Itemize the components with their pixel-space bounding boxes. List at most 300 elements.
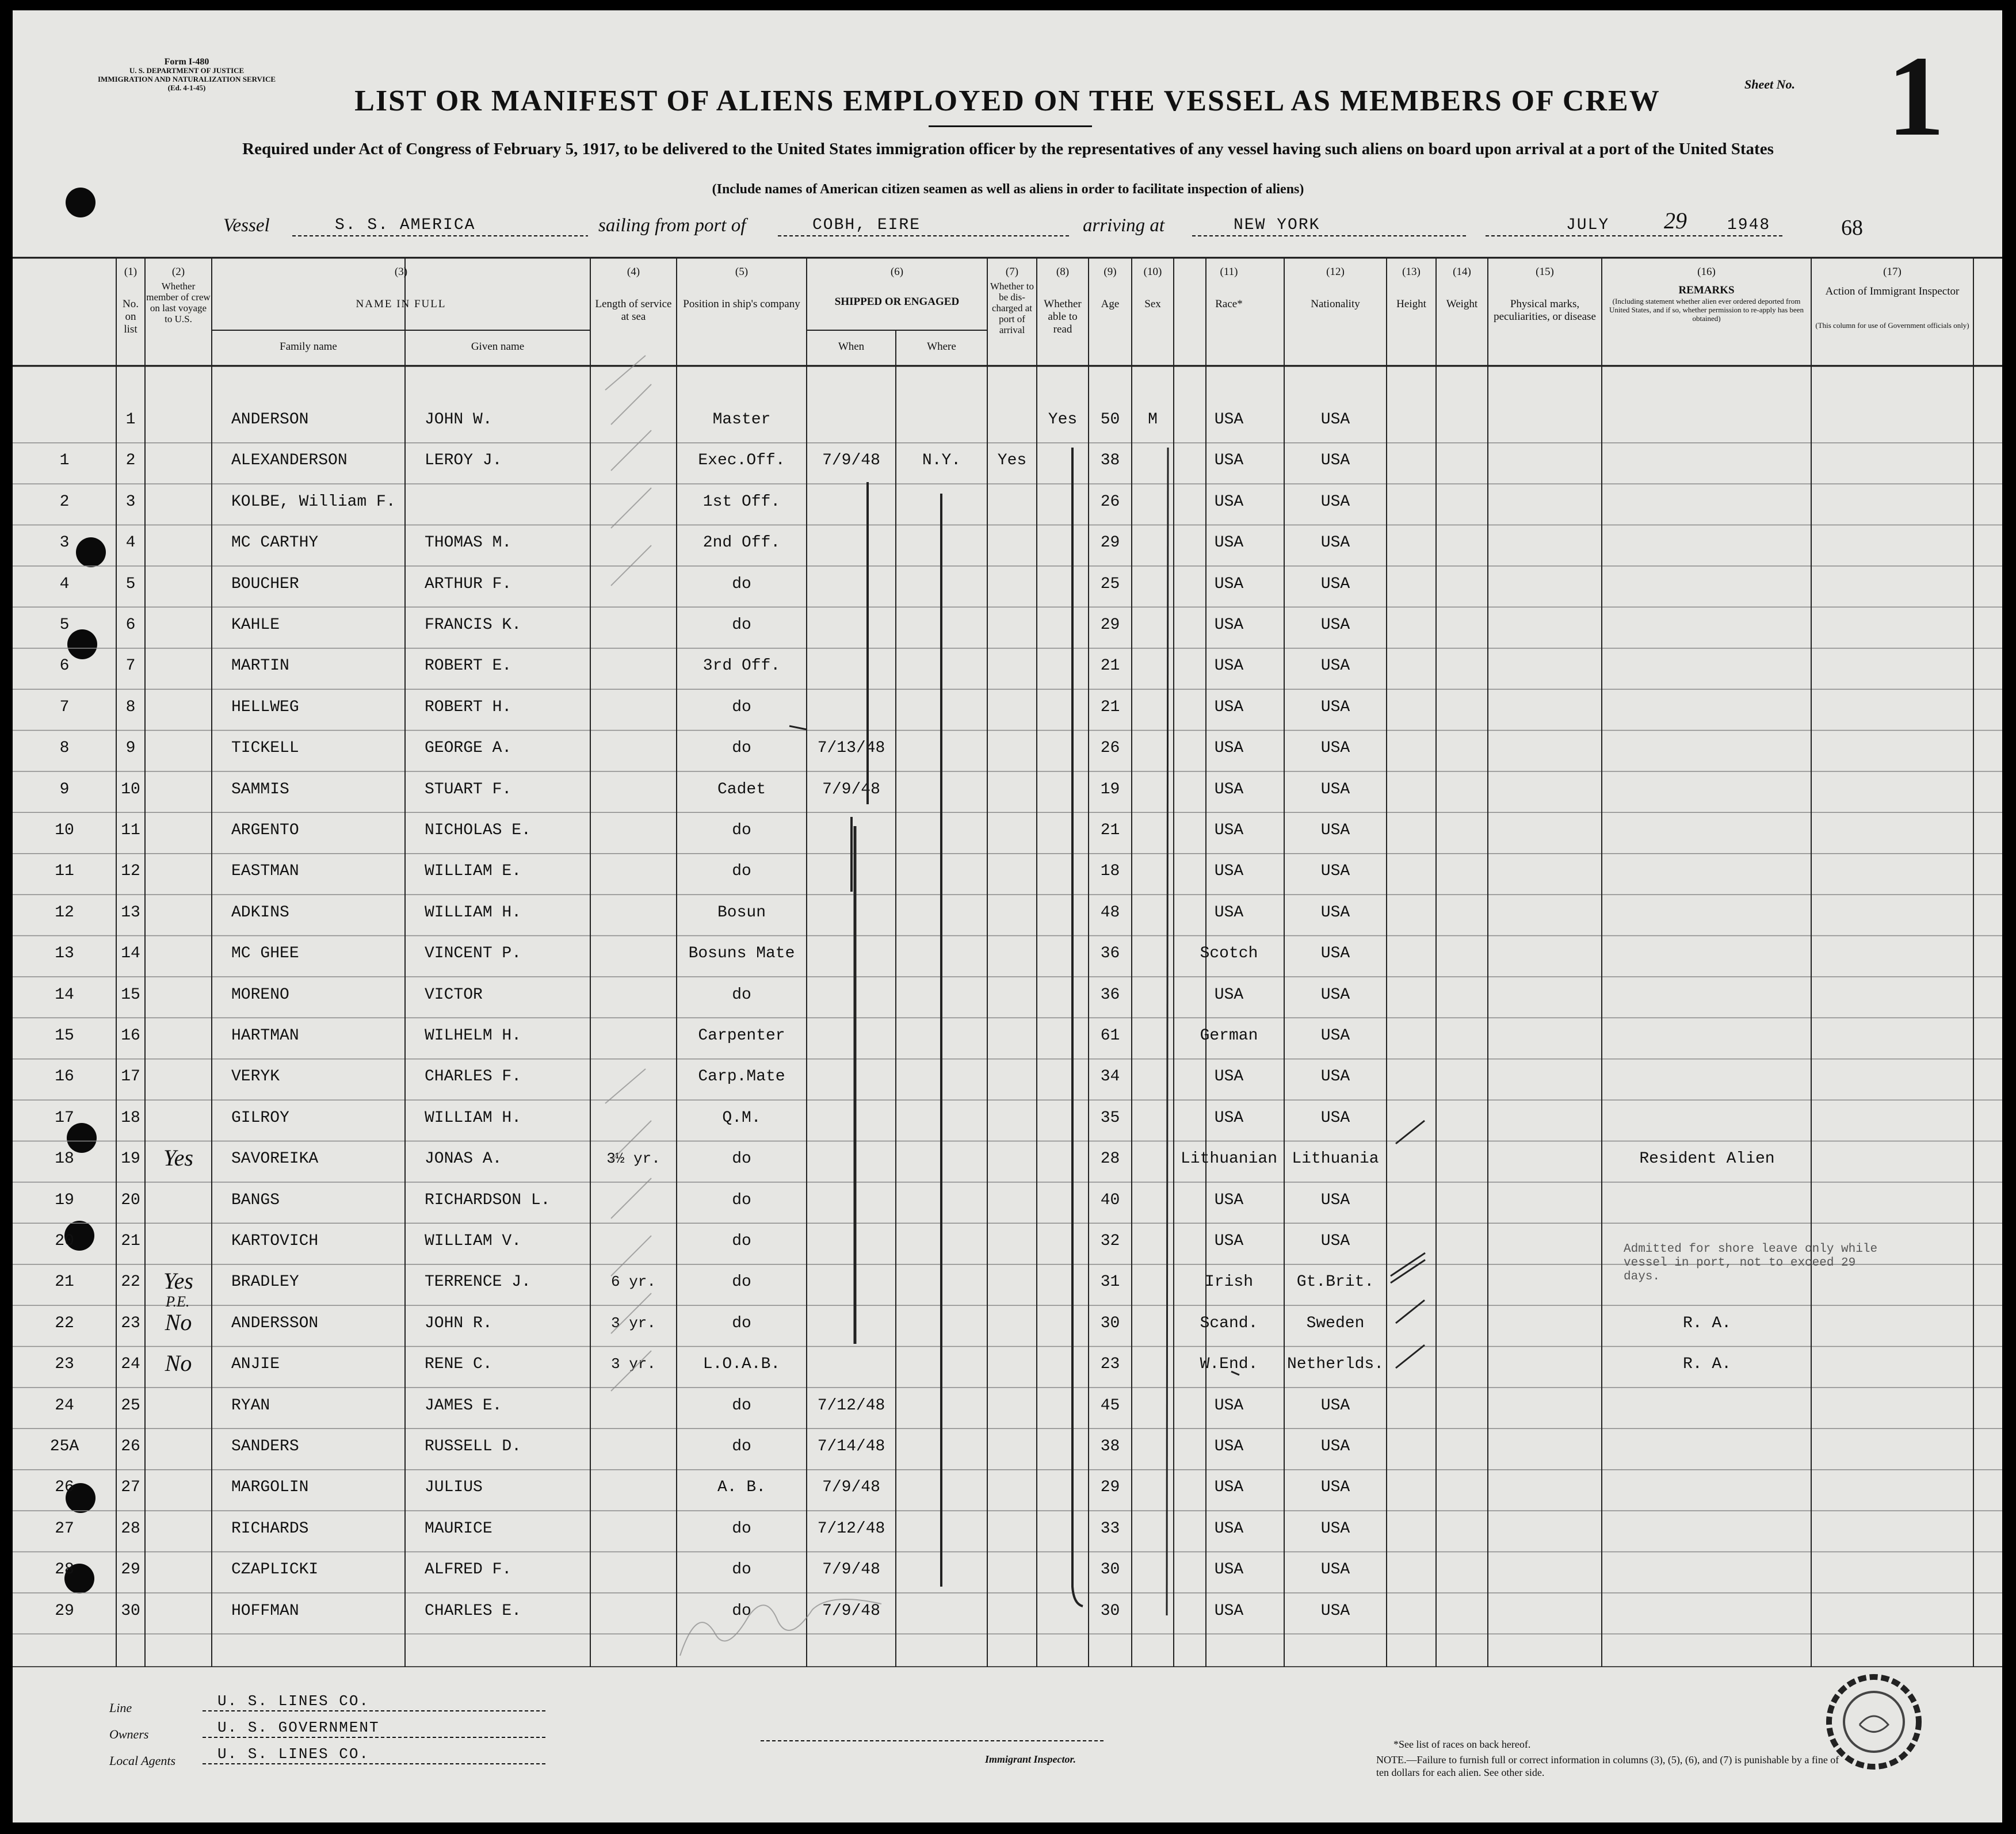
cell-race: USA [1214,1602,1244,1620]
cell-age: 25 [1100,575,1120,593]
cell-given: TERRENCE J. [425,1273,531,1292]
cell-given: ALFRED F. [425,1561,512,1579]
cell-no: 2 [125,452,136,470]
cell-m: 17 [55,1109,74,1127]
cell-m: 3 [59,534,70,552]
cell-position: Master [712,411,771,429]
cell-given: STUART F. [425,780,512,798]
column-number-10: (10) [1143,266,1162,278]
cell-nat: USA [1320,822,1350,839]
cell-nat: USA [1320,985,1350,1004]
cell-position: do [732,616,751,634]
cell-age: 29 [1100,616,1120,634]
cell-given: THOMAS M. [425,534,512,552]
cell-family: KAHLE [231,616,280,634]
cell-given: WILLIAM H. [425,1109,522,1127]
cell-race: USA [1214,616,1244,634]
cell-given: LEROY J. [425,452,502,470]
cell-m: 18 [55,1150,74,1168]
cell-family: ADKINS [231,903,289,922]
cell-no: 7 [125,657,136,675]
cell-given: CHARLES E. [425,1602,522,1620]
cell-race: Lithuanian [1180,1150,1278,1168]
cell-given: WILHELM H. [425,1027,522,1045]
cell-family: ANDERSSON [231,1314,319,1332]
cell-no: 4 [125,534,136,552]
column-header-family-name: Family name [280,341,337,353]
service: IMMIGRATION AND NATURALIZATION SERVICE [98,75,276,83]
cell-nat: USA [1320,698,1350,716]
cell-race: USA [1214,903,1244,922]
cell-given: JAMES E. [425,1396,502,1415]
column-number-15: (15) [1536,266,1554,278]
cell-position: do [732,822,751,839]
cell-race: USA [1214,1561,1244,1579]
cell-nat: USA [1320,616,1350,634]
cell-age: 31 [1100,1273,1120,1292]
owners-label: Owners [109,1727,149,1741]
cell-family: ARGENTO [231,822,299,839]
cell-nat: USA [1320,739,1350,758]
cell-nat: USA [1320,780,1350,798]
cell-race: USA [1214,1232,1244,1250]
cell-nat: USA [1320,534,1350,552]
column-header-1: No. on list [123,298,139,335]
cell-age: 30 [1100,1602,1120,1620]
cell-service: 3 yr. [610,1355,656,1373]
column-header-5: Position in ship's company [683,298,800,310]
cell-age: 21 [1100,698,1120,716]
penalty-note: NOTE.—Failure to furnish full or correct information in columns (3), (5), (6), and (7) is punishable by a fine of ten dollars for each alien. See other side. [1376,1754,1839,1778]
cell-m: 4 [59,575,70,593]
cell-age: 50 [1100,411,1120,429]
cell-position: do [732,1438,751,1455]
cell-m: 15 [55,1027,74,1045]
cell-m: 8 [59,739,70,758]
cell-race: Scotch [1200,945,1258,963]
cell-given: JOHN R. [425,1314,492,1332]
cell-m: 28 [55,1561,74,1579]
races-note: *See list of races on back hereof. [1393,1739,1531,1750]
sheet-number: 1 [1887,33,1945,160]
cell-race: USA [1214,985,1244,1004]
cell-nat: USA [1320,452,1350,470]
cell-m: 20 [55,1232,74,1250]
cell-when: 7/14/48 [817,1438,885,1455]
cell-nat: USA [1320,1068,1350,1086]
cell-no: 12 [121,862,140,881]
cell-no: 5 [125,575,136,593]
cell-remark: R. A. [1682,1314,1731,1332]
admitted-note: Admitted for shore leave only while vessel in port, not to exceed 29 days. [1624,1243,1878,1283]
agents-value: U. S. LINES CO. [217,1745,370,1763]
column-number-8: (8) [1056,266,1070,278]
cell-given: VICTOR [425,985,483,1004]
arrival-value: NEW YORK [1234,216,1320,234]
sheet-label: Sheet No. [1744,77,1795,91]
cell-family: RYAN [231,1396,270,1415]
column-header-inspector-note: (This column for use of Government officials only) [1815,321,1969,330]
cell-age: 36 [1100,945,1120,963]
cell-nat: USA [1320,1478,1350,1497]
pe-mark: P.E. [166,1293,190,1310]
cell-position: do [732,1150,751,1168]
cell-position: Bosuns Mate [688,945,795,963]
cell-race: USA [1214,780,1244,798]
cell-position: A. B. [717,1478,766,1497]
cell-family: MORENO [231,985,289,1004]
cell-race: USA [1214,1519,1244,1538]
cell-no: 26 [121,1438,140,1455]
cell-given: JULIUS [425,1478,483,1497]
cell-prev: No [165,1350,192,1377]
cell-family: ANJIE [231,1355,280,1374]
cell-m: 26 [55,1478,74,1497]
cell-age: 18 [1100,862,1120,881]
cell-age: 32 [1100,1232,1120,1250]
column-header-11: Race* [1215,298,1243,310]
cell-when: 7/12/48 [817,1396,885,1415]
cell-age: 21 [1100,822,1120,839]
cell-given: JOHN W. [425,411,492,429]
cell-race: USA [1214,1068,1244,1086]
cell-age: 35 [1100,1109,1120,1127]
cell-age: 38 [1100,452,1120,470]
cell-position: do [732,1314,751,1332]
cell-m: 27 [55,1519,74,1538]
cell-position: Exec.Off. [698,452,785,470]
cell-position: do [732,1232,751,1250]
cell-when: 7/12/48 [817,1519,885,1538]
column-number-2: (2) [171,266,185,278]
cell-position: do [732,575,751,593]
cell-no: 19 [121,1150,140,1168]
cell-family: BOUCHER [231,575,299,593]
cell-nat: USA [1320,1191,1350,1209]
cell-position: Carpenter [698,1027,785,1045]
cell-nat: USA [1320,1109,1350,1127]
cell-age: 45 [1100,1396,1120,1415]
cell-family: MARTIN [231,657,289,675]
column-number-6: (6) [890,266,904,278]
cell-no: 27 [121,1478,140,1497]
column-header-remarks-note: (Including statement whether alien ever ordered deported from United States, and if so, whether permission to re-apply has been obtained) [1609,297,1804,323]
cell-race: USA [1214,411,1244,429]
column-header-inspector: Action of Immigrant Inspector [1825,285,1960,297]
form-title: LIST OR MANIFEST OF ALIENS EMPLOYED ON THE VESSEL AS MEMBERS OF CREW [354,85,1660,117]
cell-when: 7/13/48 [817,739,885,758]
cell-given: WILLIAM H. [425,903,522,922]
column-header-shipped: SHIPPED OR ENGAGED [834,296,960,308]
column-number-14: (14) [1453,266,1471,278]
cell-position: do [732,862,751,881]
cell-sex: M [1148,411,1158,429]
cell-nat: USA [1320,1602,1350,1620]
cell-race: USA [1214,1191,1244,1209]
cell-family: SANDERS [231,1438,299,1455]
line-label: Line [109,1701,132,1715]
cell-race: USA [1214,452,1244,470]
cell-race: USA [1214,1478,1244,1497]
cell-race: USA [1214,492,1244,511]
manifest-sheet [13,10,2002,1822]
cell-age: 30 [1100,1314,1120,1332]
cell-race: USA [1214,657,1244,675]
cell-m: 29 [55,1602,74,1620]
cell-m: 16 [55,1068,74,1086]
cell-no: 18 [121,1109,140,1127]
owners-value: U. S. GOVERNMENT [217,1719,380,1736]
cell-family: RICHARDS [231,1519,309,1538]
cell-given: VINCENT P. [425,945,522,963]
cell-given: MAURICE [425,1519,492,1538]
cell-age: 29 [1100,534,1120,552]
cell-nat: USA [1320,1396,1350,1415]
column-header-7: Whether to be dis-charged at port of arrival [990,281,1034,335]
cell-nat: USA [1320,862,1350,881]
cell-no: 1 [125,411,136,429]
column-header-4: Length of service at sea [595,298,672,323]
cell-position: 1st Off. [702,492,781,511]
cell-no: 10 [121,780,140,798]
cell-age: 48 [1100,903,1120,922]
cell-race: USA [1214,698,1244,716]
cell-given: NICHOLAS E. [425,822,531,839]
cell-age: 23 [1100,1355,1120,1374]
cell-given: ARTHUR F. [425,575,512,593]
cell-family: MARGOLIN [231,1478,309,1497]
cell-position: L.O.A.B. [702,1355,781,1374]
cell-no: 14 [121,945,140,963]
column-header-where: Where [927,341,956,353]
cell-service: 6 yr. [610,1273,656,1291]
form-edition: (Ed. 4-1-45) [167,83,206,92]
cell-m: 7 [59,698,70,716]
column-header-given-name: Given name [471,341,525,353]
cell-family: VERYK [231,1068,280,1086]
cell-prev: Yes [163,1145,193,1171]
cell-no: 24 [121,1355,140,1374]
handwritten-marks [13,10,2002,1667]
cell-position: do [732,698,751,716]
cell-m: 10 [55,822,74,839]
cell-position: Bosun [717,903,766,922]
cell-position: do [732,985,751,1004]
cell-nat: USA [1320,657,1350,675]
column-number-17: (17) [1883,266,1902,278]
cell-family: SAVOREIKA [231,1150,319,1168]
cell-race: USA [1214,1109,1244,1127]
cell-nat: USA [1320,492,1350,511]
cell-no: 29 [121,1561,140,1579]
cell-when: 7/9/48 [822,1602,880,1620]
cell-m: 2 [59,492,70,511]
cell-when: 7/9/48 [822,780,880,798]
cell-age: 40 [1100,1191,1120,1209]
cell-no: 17 [121,1068,140,1086]
cell-age: 33 [1100,1519,1120,1538]
cell-m: 9 [59,780,70,798]
cell-nat: USA [1320,903,1350,922]
cell-age: 29 [1100,1478,1120,1497]
cell-given: RICHARDSON L. [425,1191,551,1209]
cell-remark: R. A. [1682,1355,1731,1374]
page-mark: 68 [1841,216,1863,240]
cell-nat: Lithuania [1292,1150,1379,1168]
cell-race: USA [1214,1396,1244,1415]
date-month: JULY [1566,216,1610,234]
cell-given: ROBERT E. [425,657,512,675]
cell-no: 11 [121,822,140,839]
cell-age: 26 [1100,739,1120,758]
form-subtitle: Required under Act of Congress of February 5, 1917, to be delivered to the United States immigration officer by the representatives of any vessel having such aliens on board upon arrival at a port of the United States [242,140,1774,158]
column-header-14: Weight [1446,298,1478,310]
cell-position: Carp.Mate [698,1068,785,1086]
vessel-label: Vessel [223,215,270,236]
cell-age: 28 [1100,1150,1120,1168]
cell-disch: Yes [997,452,1027,470]
agents-label: Local Agents [109,1753,176,1768]
cell-family: HARTMAN [231,1027,299,1045]
cell-nat: Gt.Brit. [1296,1273,1374,1292]
cell-m: 19 [55,1191,74,1209]
cell-no: 6 [125,616,136,634]
cell-m: 13 [55,945,74,963]
cell-age: 30 [1100,1561,1120,1579]
cell-given: RENE C. [425,1355,492,1374]
column-number-13: (13) [1402,266,1421,278]
port-value: COBH, EIRE [812,216,921,234]
cell-nat: USA [1320,575,1350,593]
cell-family: CZAPLICKI [231,1561,319,1579]
cell-race: German [1200,1027,1258,1045]
column-header-remarks: REMARKS [1678,284,1735,296]
cell-family: KARTOVICH [231,1232,319,1250]
cell-no: 13 [121,903,140,922]
cell-m: 11 [55,862,74,881]
cell-given: JONAS A. [425,1150,502,1168]
cell-age: 61 [1100,1027,1120,1045]
cell-family: BANGS [231,1191,280,1209]
cell-nat: USA [1320,1519,1350,1538]
department: U. S. DEPARTMENT OF JUSTICE [129,66,245,75]
cell-read: Yes [1048,411,1078,429]
cell-no: 15 [121,985,140,1004]
column-header-2: Whether member of crew on last voyage to U.S. [146,281,211,324]
cell-when: 7/9/48 [822,1561,880,1579]
column-number-4: (4) [627,266,640,278]
cell-position: Cadet [717,780,766,798]
cell-race: USA [1214,822,1244,839]
cell-no: 9 [125,739,136,758]
line-value: U. S. LINES CO. [217,1692,370,1710]
column-header-13: Height [1396,298,1426,310]
cell-m: 12 [55,903,74,922]
arriving-label: arriving at [1083,215,1165,236]
form-note: (Include names of American citizen seamen as well as aliens in order to facilitate inspection of aliens) [712,182,1304,197]
date-year: 1948 [1727,216,1771,234]
date-day: 29 [1664,208,1687,234]
cell-race: USA [1214,534,1244,552]
column-number-1: (1) [124,266,138,278]
cell-given: GEORGE A. [425,739,512,758]
cell-position: 2nd Off. [702,534,781,552]
cell-m: 1 [59,452,70,470]
cell-race: USA [1214,862,1244,881]
cell-m: 14 [55,985,74,1004]
sailing-label: sailing from port of [598,215,746,236]
cell-age: 38 [1100,1438,1120,1455]
cell-given: CHARLES F. [425,1068,522,1086]
cell-nat: USA [1320,1438,1350,1455]
cell-no: 23 [121,1314,140,1332]
cell-race: USA [1214,575,1244,593]
cell-prev: Yes [163,1268,193,1294]
cell-no: 21 [121,1232,140,1250]
cell-race: W.End. [1200,1355,1258,1374]
cell-position: do [732,1191,751,1209]
cell-age: 26 [1100,492,1120,511]
column-header-8: Whether able to read [1044,298,1082,335]
cell-family: ANDERSON [231,411,309,429]
column-header-when: When [838,341,865,353]
cell-family: TICKELL [231,739,299,758]
cell-when: 7/9/48 [822,452,880,470]
cell-when: 7/9/48 [822,1478,880,1497]
cell-m: 24 [55,1396,74,1415]
cell-nat: USA [1320,945,1350,963]
cell-given: ROBERT H. [425,698,512,716]
cell-position: do [732,1273,751,1292]
cell-no: 3 [125,492,136,511]
column-number-11: (11) [1220,266,1238,278]
cell-no: 16 [121,1027,140,1045]
cell-given: WILLIAM V. [425,1232,522,1250]
cell-age: 19 [1100,780,1120,798]
cell-given: WILLIAM E. [425,862,522,881]
cell-nat: Netherlds. [1286,1355,1384,1374]
cell-m: 25A [49,1438,79,1455]
cell-age: 34 [1100,1068,1120,1086]
cell-no: 25 [121,1396,140,1415]
cell-no: 8 [125,698,136,716]
cell-age: 21 [1100,657,1120,675]
cell-race: Irish [1204,1273,1253,1292]
column-number-9: (9) [1104,266,1117,278]
cell-family: BRADLEY [231,1273,299,1292]
cell-position: do [732,1396,751,1415]
cell-m: 5 [59,616,70,634]
cell-m: 23 [55,1355,74,1374]
cell-no: 28 [121,1519,140,1538]
cell-where: N.Y. [922,452,961,470]
column-header-9: Age [1101,298,1120,310]
column-header-12: Nationality [1311,298,1360,310]
column-number-3: (3) [394,266,408,278]
cell-m: 6 [59,657,70,675]
cell-service: 3 yr. [610,1314,656,1332]
cell-family: KOLBE, William F. [231,492,396,511]
column-header-name: NAME IN FULL [356,298,446,310]
cell-family: SAMMIS [231,780,289,798]
cell-race: Scand. [1200,1314,1258,1332]
cell-no: 30 [121,1602,140,1620]
inspector-label: Immigrant Inspector. [985,1753,1076,1765]
column-header-10: Sex [1144,298,1161,310]
cell-nat: USA [1320,1027,1350,1045]
cell-m: 22 [55,1314,74,1332]
cell-nat: Sweden [1306,1314,1365,1332]
